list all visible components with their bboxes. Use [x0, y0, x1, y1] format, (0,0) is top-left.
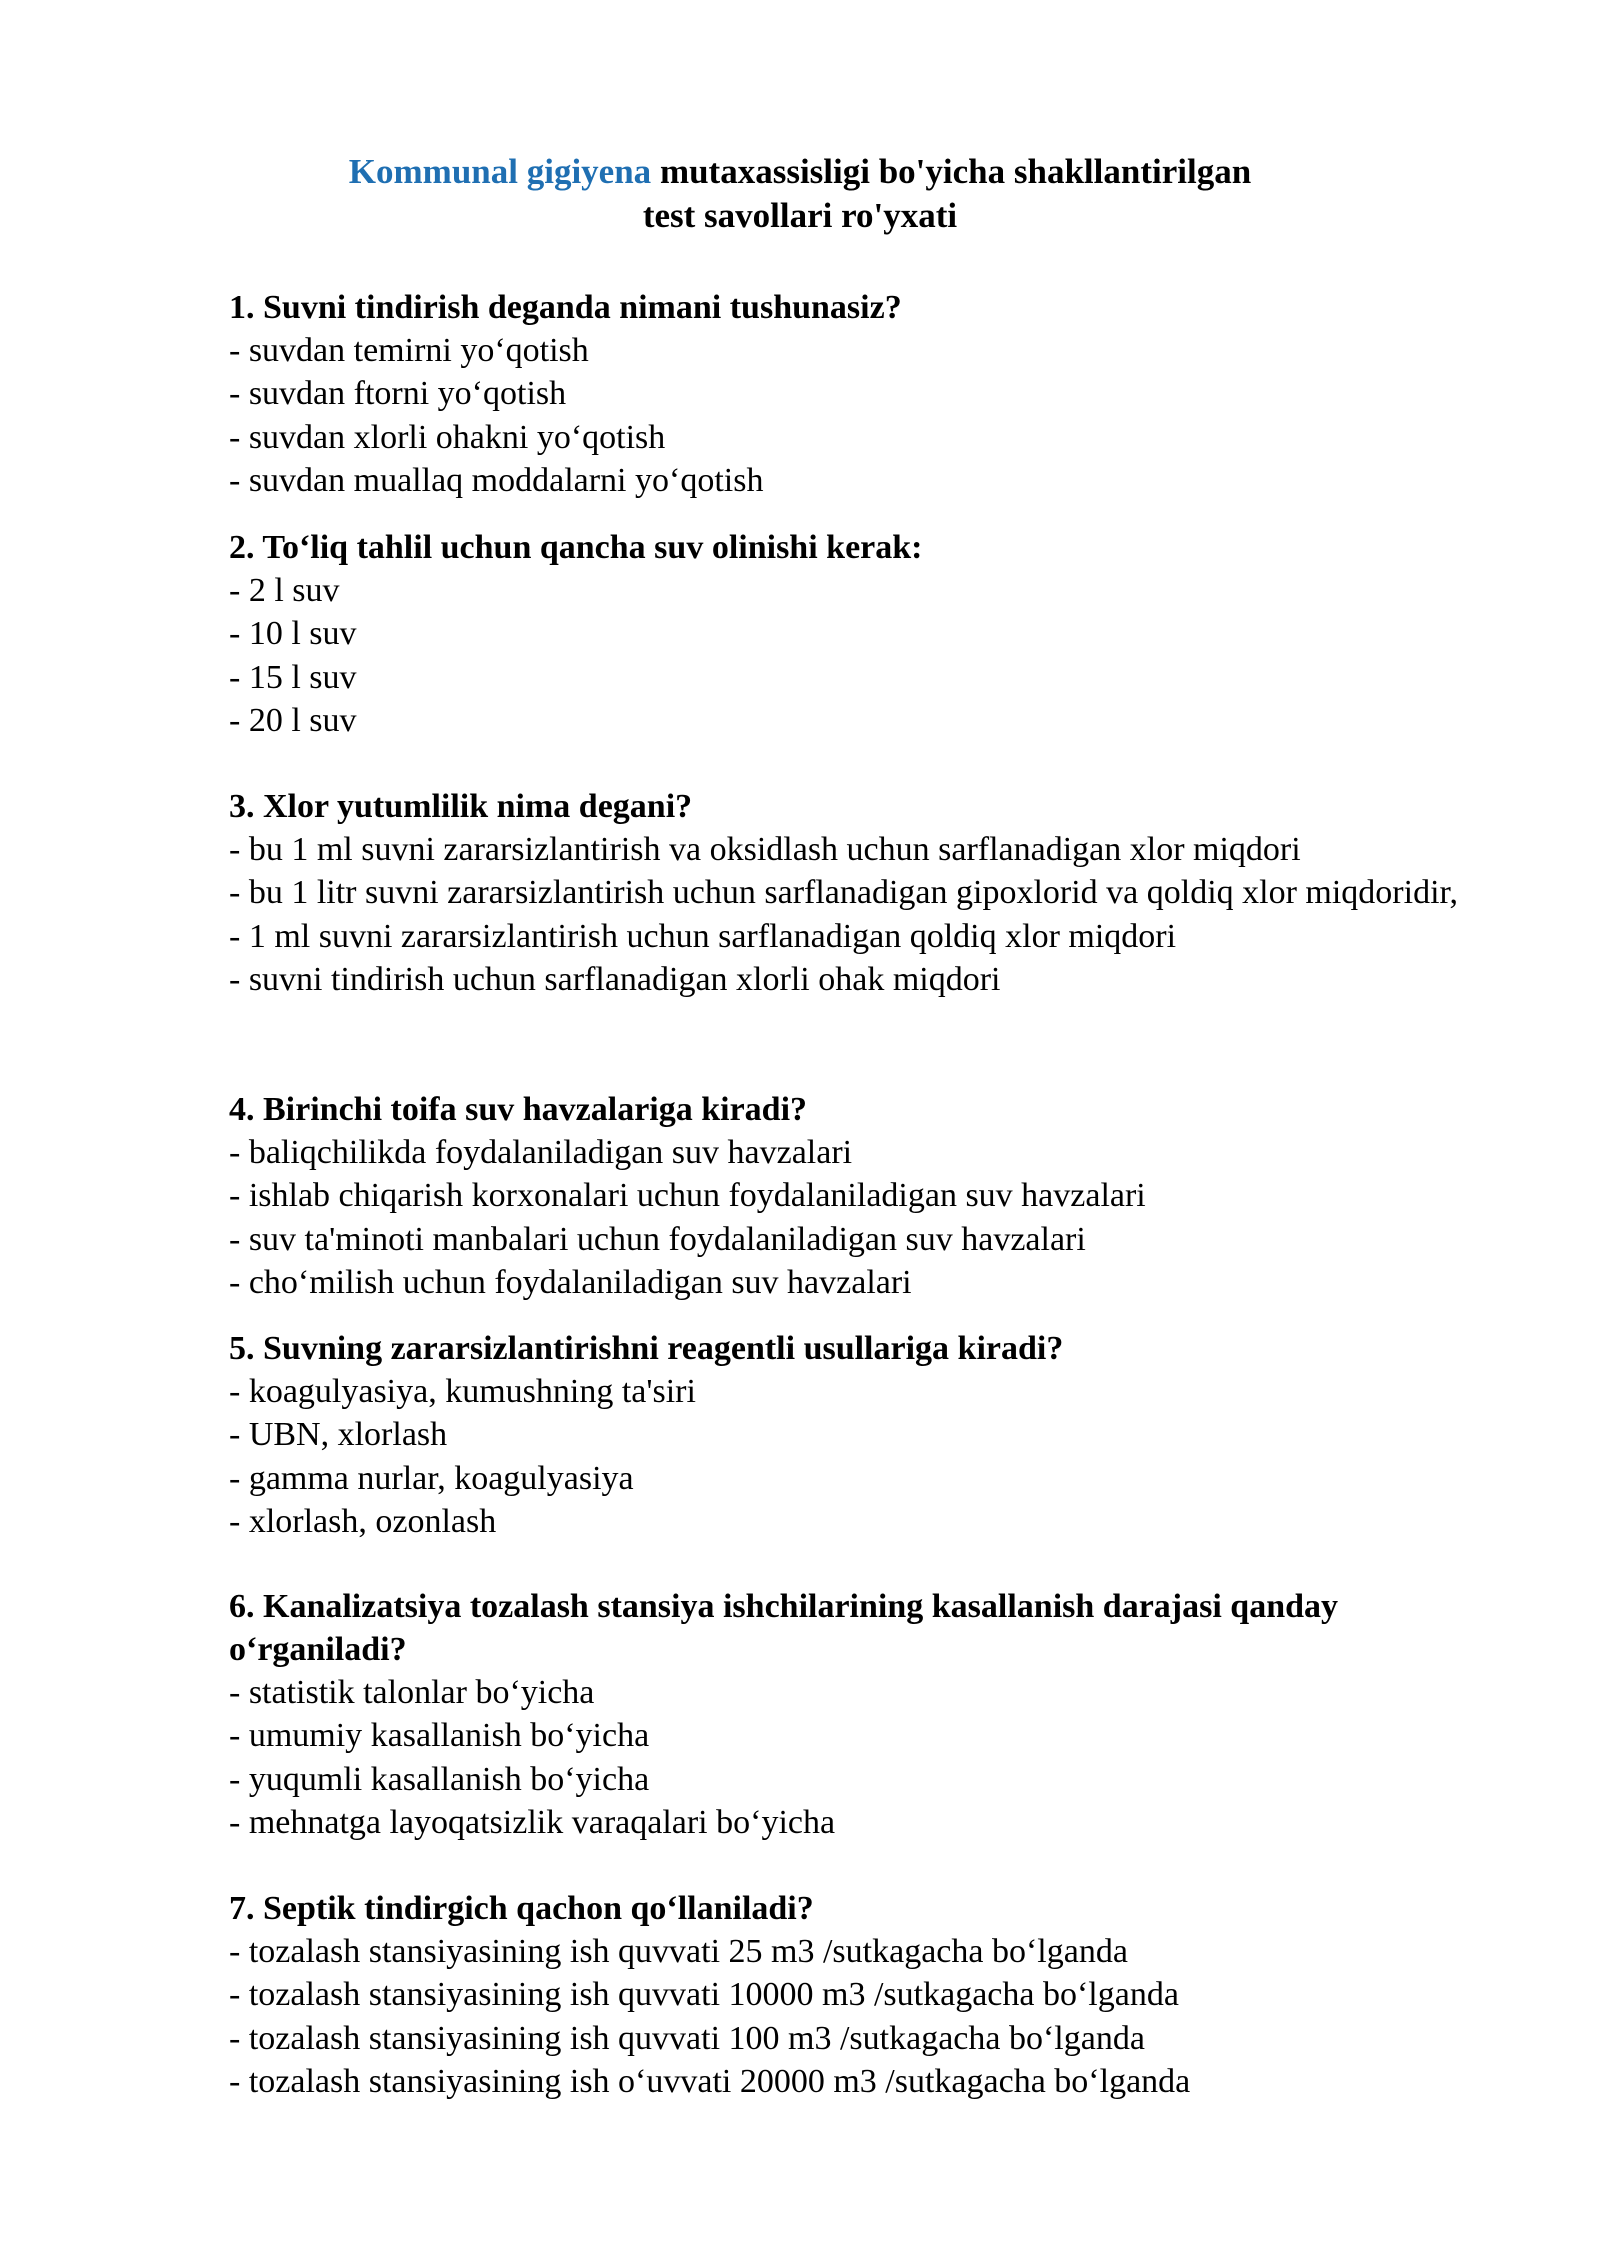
- answer-option: - bu 1 ml suvni zararsizlantirish va oksidlash uchun sarflanadigan xlor miqdori: [229, 831, 1301, 868]
- answer-option: - statistik talonlar bo‘yicha: [229, 1674, 595, 1711]
- answer-option: - tozalash stansiyasining ish quvvati 100 m3 /sutkagacha bo‘lganda: [229, 2019, 1145, 2057]
- answer-option: - tozalash stansiyasining ish quvvati 25 m3 /sutkagacha bo‘lganda: [229, 1933, 1128, 1970]
- answer-option: - mehnatga layoqatsizlik varaqalari bo‘yicha: [229, 1803, 836, 1841]
- answer-option: - 1 ml suvni zararsizlantirish uchun sarflanadigan qoldiq xlor miqdori: [229, 917, 1177, 955]
- answer-option: - yuqumli kasallanish bo‘yicha: [229, 1760, 650, 1798]
- document-title: [0, 150, 1600, 238]
- answer-options: [229, 828, 1479, 1001]
- answer-option: - tozalash stansiyasining ish o‘uvvati 20000 m3 /sutkagacha bo‘lganda: [229, 2062, 1191, 2100]
- question-text: 2. To‘liq tahlil uchun qancha suv olinishi kerak:: [229, 529, 923, 566]
- answer-option: - suvdan temirni yo‘qotish: [229, 332, 589, 369]
- answer-option: - suvdan ftorni yo‘qotish: [229, 375, 567, 413]
- answer-options: [229, 1930, 1479, 2103]
- answer-option: - gamma nurlar, koagulyasiya: [229, 1459, 634, 1497]
- question-text: 7. Septik tindirgich qachon qo‘llaniladi?: [229, 1890, 814, 1927]
- question-block: [229, 1327, 1479, 1543]
- answer-option: - 15 l suv: [229, 658, 357, 696]
- answer-option: - koagulyasiya, kumushning ta'siri: [229, 1373, 696, 1410]
- answer-options: [229, 1671, 1479, 1844]
- answer-option: - 10 l suv: [229, 615, 357, 653]
- title-highlight: Kommunal gigiyena: [348, 152, 652, 191]
- answer-option: - tozalash stansiyasining ish quvvati 10000 m3 /sutkagacha bo‘lganda: [229, 1976, 1179, 2014]
- answer-option: - suvni tindirish uchun sarflanadigan xlorli ohak miqdori: [229, 960, 1001, 998]
- question-text: 5. Suvning zararsizlantirishni reagentli usullariga kiradi?: [229, 1330, 1064, 1367]
- answer-option: - suvdan xlorli ohakni yo‘qotish: [229, 418, 666, 456]
- answer-option: - 20 l suv: [229, 701, 357, 739]
- question-block: [229, 785, 1479, 1001]
- answer-option: - cho‘milish uchun foydalaniladigan suv havzalari: [229, 1263, 912, 1301]
- question-text: 3. Xlor yutumlilik nima degani?: [229, 788, 693, 825]
- question-block: [229, 1088, 1479, 1304]
- answer-option: - baliqchilikda foydalaniladigan suv havzalari: [229, 1134, 853, 1171]
- answer-option: - UBN, xlorlash: [229, 1416, 448, 1454]
- title-line-2: test savollari ro'yxati: [642, 196, 958, 235]
- title-rest: mutaxassisligi bo'yicha shakllantirilgan: [659, 152, 1252, 191]
- question-block: [229, 286, 1479, 502]
- answer-options: [229, 569, 1479, 742]
- answer-option: - suvdan muallaq moddalarni yo‘qotish: [229, 461, 764, 499]
- answer-option: - umumiy kasallanish bo‘yicha: [229, 1717, 650, 1755]
- answer-options: [229, 1370, 1479, 1543]
- answer-option: - xlorlash, ozonlash: [229, 1502, 497, 1540]
- question-text: 4. Birinchi toifa suv havzalariga kiradi?: [229, 1091, 808, 1128]
- answer-option: - ishlab chiqarish korxonalari uchun foydalaniladigan suv havzalari: [229, 1177, 1146, 1215]
- question-block: [229, 1887, 1479, 2103]
- answer-option: - bu 1 litr suvni zararsizlantirish uchun sarflanadigan gipoxlorid va qoldiq xlor miqdoridir,: [229, 874, 1458, 912]
- answer-options: [229, 1131, 1479, 1304]
- answer-options: [229, 329, 1479, 502]
- question-block: [229, 526, 1479, 742]
- question-block: [229, 1585, 1479, 1844]
- answer-option: - 2 l suv: [229, 572, 340, 609]
- question-text: 6. Kanalizatsiya tozalash stansiya ishchilarining kasallanish darajasi qanday o‘rganiladi?: [229, 1588, 1339, 1668]
- question-text: 1. Suvni tindirish deganda nimani tushunasiz?: [229, 289, 902, 326]
- title-line-1: [0, 150, 1600, 194]
- answer-option: - suv ta'minoti manbalari uchun foydalaniladigan suv havzalari: [229, 1220, 1086, 1258]
